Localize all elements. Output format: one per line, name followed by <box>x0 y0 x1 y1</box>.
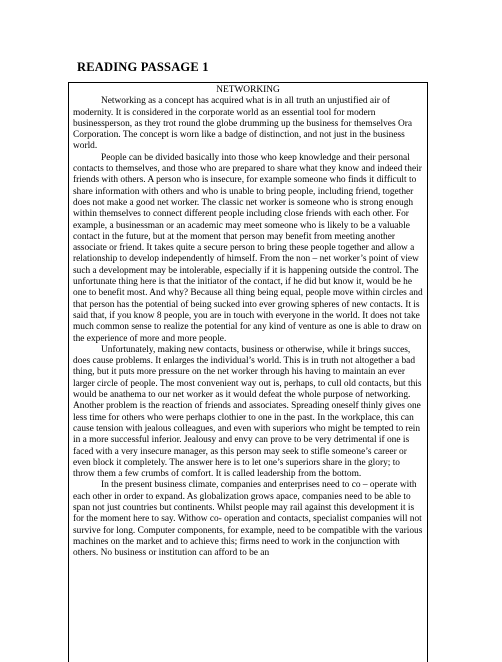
section-heading: READING PASSAGE 1 <box>77 60 209 74</box>
passage-paragraph-3: Unfortunately, making new contacts, business or otherwise, while it brings succes, does cause problems. It enlarges the individual’s world. This is in truth not altogether a bad thing, but it puts more pressure on the net worker through his having to maintain an ever larger circle of people. The most convenient way out is, perhaps, to cull old contacts, but this would be anathema to our net worker as it would defeat the whole purpose of networking. Another problem is the reaction of friends and associates. Spreading oneself thinly gives one less time for others who were perhaps clothier to one in the past. In the workplace, this can cause tension with jealous colleagues, and even with superiors who might be tempted to rein in a more successful inferior. Jealousy and envy can prove to be very detrimental if one is faced with a very insecure manager, as this person may seek to stifle someone’s career or even block it completely. The answer here is to let one’s superiors share in the glory; to throw them a few crumbs of comfort. It is called leadership from the bottom. <box>73 344 422 480</box>
passage-box <box>68 82 428 662</box>
passage-paragraph-1: Networking as a concept has acquired what is in all truth an unjustified air of modernity. It is considered in the corporate world as an essential tool for modern businessperson, as they trot round the globe drumming up the business for themselves Ora Corporation. The concept is worn like a badge of distinction, and not just in the business world. <box>73 96 413 152</box>
passage-paragraph-4: In the present business climate, companies and enterprises need to co – operate with each other in order to expand. As globalization grows apace, companies need to be able to span not just countries but continents. Whilst people may rail against this development it is for the moment here to say. Withow co- operation and contacts, specialist companies will not survive for long. Computer components, for example, need to be compatible with the various machines on the market and to achieve this; firms need to work in the conjunction with others. No business or institution can afford to be an <box>73 480 423 559</box>
passage-title: NETWORKING <box>216 85 280 95</box>
passage-paragraph-2: People can be divided basically into those who keep knowledge and their personal contacts to themselves, and those who are prepared to share what they know and indeed their friends with others. A person who is insecure, for example someone who finds it difficult to share information with others and who is unable to bring people, including friend, together does not make a good net worker. The classic net worker is someone who is strong enough within themselves to connect different people including close friends with each other. For example, a businessman or an academic may meet someone who is likely to be a valuable contact in the future, but at the moment that person may benefit from meeting another associate or friend. It takes quite a secure person to bring these people together and allow a relationship to develop independently of himself. From the non – net worker’s point of view such a development may be intolerable, especially if it is happening outside the control. The unfortunate thing here is that the initiator of the contact, if he did but know it, would be he one to benefit most. And why? Because all thing being equal, people move within circles and that person has the potential of being sucked into ever growing spheres of new contacts. It is said that, if you know 8 people, you are in touch with everyone in the world. It does not take much common sense to realize the potential for any kind of venture as one is able to draw on the experience of more and more people. <box>73 152 423 344</box>
